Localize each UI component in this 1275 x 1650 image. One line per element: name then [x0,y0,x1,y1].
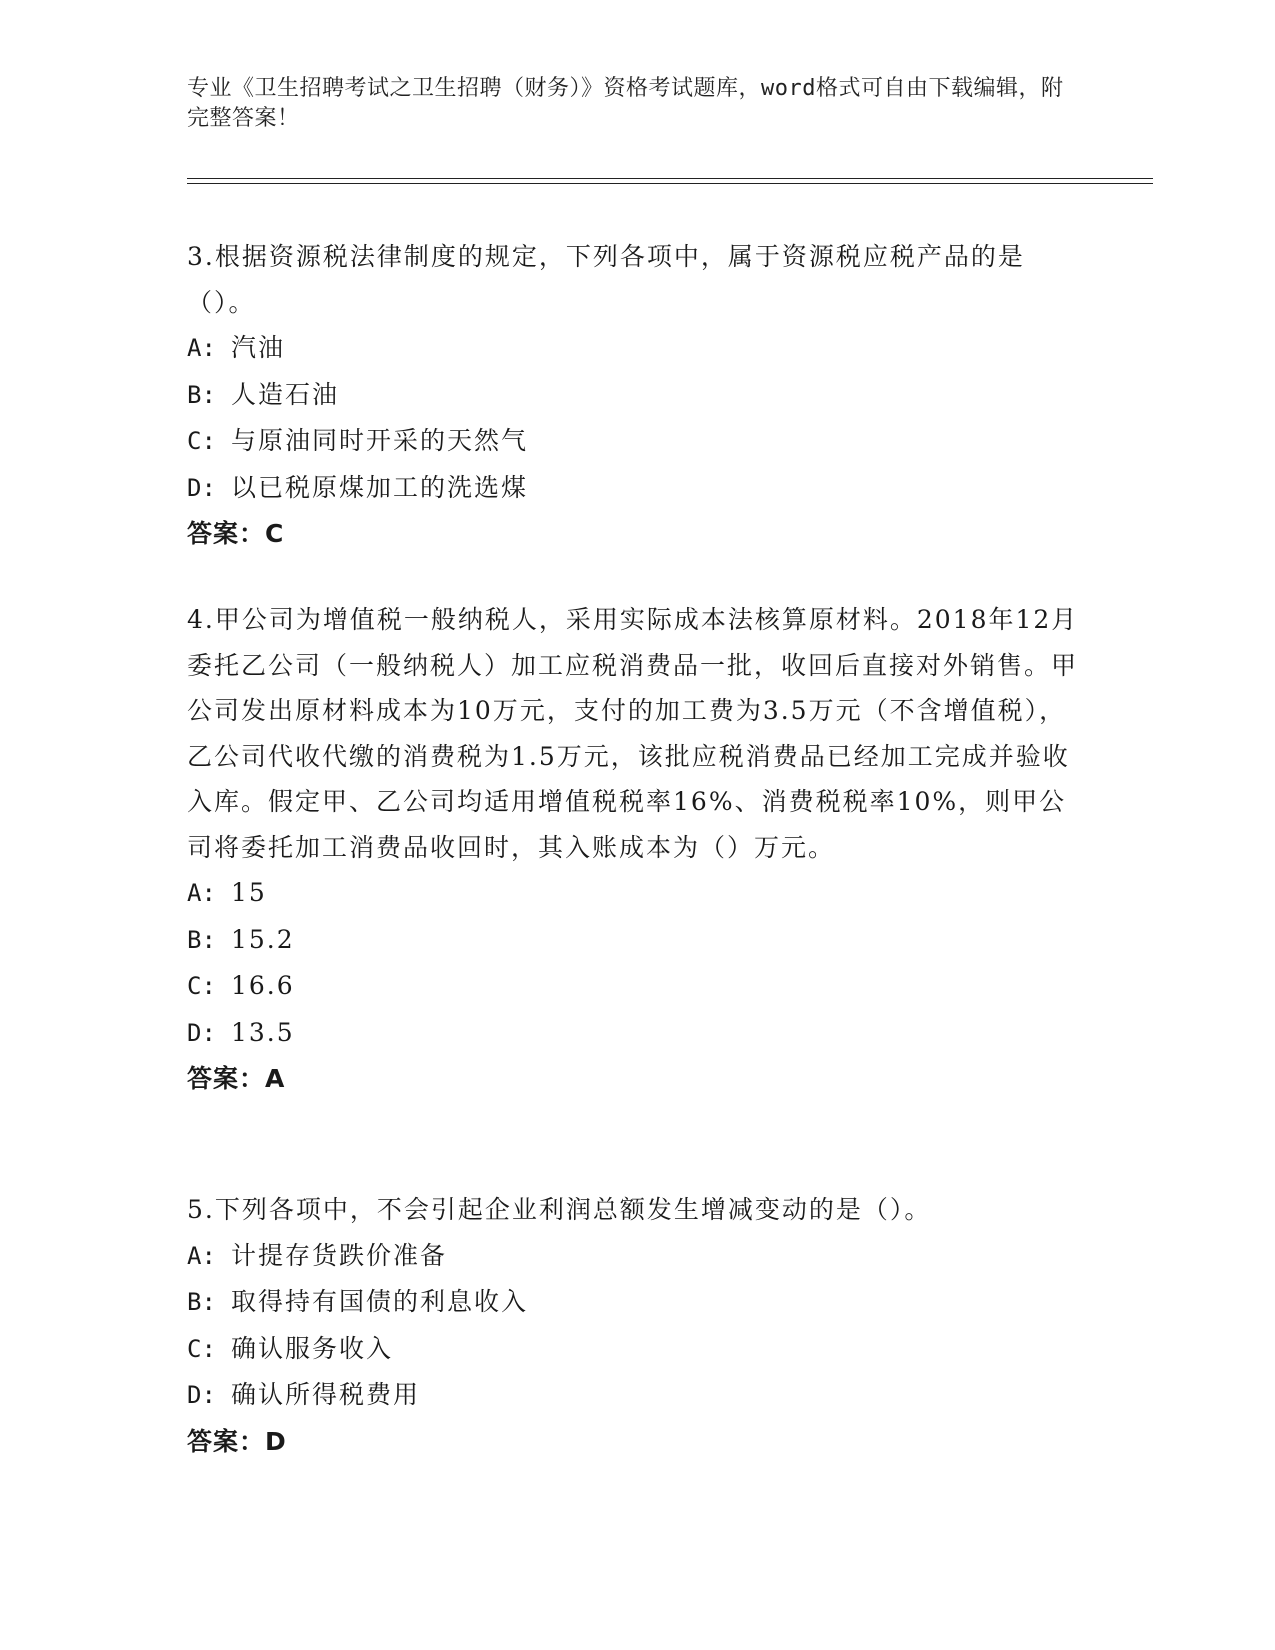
option-letter: D: [187,1381,216,1409]
header-divider-bottom [187,183,1153,184]
question-stem: 3.根据资源税法律制度的规定，下列各项中，属于资源税应税产品的是（）。 [187,242,1025,317]
option-letter: A: [187,1241,216,1270]
option-d [187,465,1087,512]
option-letter: B: [187,1288,216,1316]
document-header: 专业《卫生招聘考试之卫生招聘（财务）》资格考试题库，word格式可自由下载编辑，附完整答案！ [187,76,1064,131]
option-d [187,1010,1087,1057]
option-text: 15.2 [231,924,295,954]
option-d [187,1372,1087,1419]
question-3 [187,234,1087,557]
option-letter: C: [187,972,216,1000]
header-divider-top [187,178,1153,179]
answer-line: 答案：C [187,519,285,548]
option-text: 16.6 [231,971,295,1000]
option-a [187,1233,1087,1280]
option-c [187,1326,1087,1373]
option-a [187,325,1087,372]
option-text: 计提存货跌价准备 [231,1240,448,1270]
option-letter: B: [187,925,216,954]
option-letter: A: [187,879,216,907]
option-text: 确认服务收入 [231,1333,394,1363]
option-letter: C: [187,427,216,455]
question-stem: 5.下列各项中，不会引起企业利润总额发生增减变动的是（）。 [187,1195,932,1224]
question-5 [187,1187,1087,1464]
option-text: 人造石油 [231,379,340,409]
option-text: 以已税原煤加工的洗选煤 [231,472,529,502]
answer-line: 答案：D [187,1426,287,1456]
option-b [187,372,1087,419]
option-text: 与原油同时开采的天然气 [231,426,529,455]
option-letter: C: [187,1334,216,1363]
option-b [187,1279,1087,1326]
question-stem: 4.甲公司为增值税一般纳税人，采用实际成本法核算原材料。2018年12月委托乙公司（一般纳税人）加工应税消费品一批，收回后直接对外销售。甲公司发出原材料成本为10万元，支付的加工费为3.5万元（不含增值税），乙公司代收代缴的消费税为1.5万元，该批应税消费品已经加工完成并验收入库。假定甲、乙公司均适用增值税税率16%、消费税税率10%，则甲公司将委托加工消费品收回时，其入账成本为（）万元。 [187,605,1079,862]
answer-line: 答案：A [187,1064,286,1093]
option-b [187,917,1087,964]
question-4 [187,597,1087,1102]
option-c [187,963,1087,1010]
option-letter: B: [187,380,216,409]
option-text: 汽油 [231,333,286,362]
option-letter: D: [187,1018,216,1047]
option-text: 15 [231,878,267,907]
option-text: 13.5 [231,1017,295,1047]
option-letter: A: [187,334,216,362]
option-a [187,870,1087,917]
option-letter: D: [187,473,216,502]
option-text: 取得持有国债的利息收入 [231,1287,529,1316]
option-c [187,418,1087,465]
option-text: 确认所得税费用 [231,1380,421,1409]
